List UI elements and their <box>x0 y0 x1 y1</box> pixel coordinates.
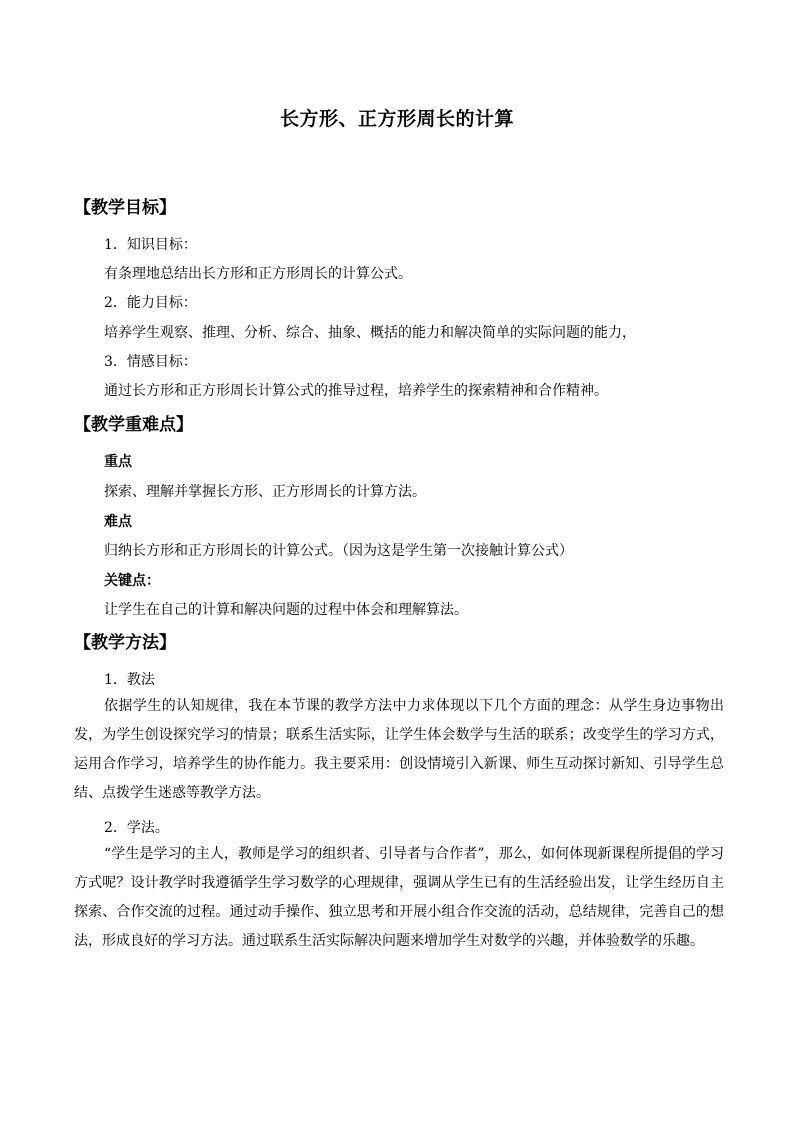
section-heading-teaching-goals: 【教学目标】 <box>74 198 176 218</box>
goal-label-emotion: 3．情感目标： <box>104 354 197 370</box>
goal-text-emotion: 通过长方形和正方形周长计算公式的推导过程，培养学生的探索精神和合作精神。 <box>104 383 608 399</box>
method-paragraph-teaching: 依据学生的认知规律，我在本节课的教学方法中力求体现以下几个方面的理念：从学生身边事物出发，为学生创设探究学习的情景；联系生活实际，让学生体会数学与生活的联系；改变学生的学习方式，运用合作学习，培养学生的协作能力。我主要采用：创设情境引入新课、师生互动探讨新知、引导学生总结、点拨学生迷惑等教学方法。 <box>74 698 724 801</box>
method-label-teaching: 1．教法 <box>104 672 155 688</box>
key-point-text: 探索、理解并掌握长方形、正方形周长的计算方法。 <box>104 484 426 500</box>
difficulty-text: 归纳长方形和正方形周长的计算公式。（因为这是学生第一次接触计算公式） <box>104 543 573 559</box>
method-label-learning: 2．学法。 <box>104 820 169 836</box>
key-point-label: 重点 <box>104 454 132 470</box>
goal-label-knowledge: 1．知识目标： <box>104 237 197 253</box>
section-heading-teaching-methods: 【教学方法】 <box>74 633 176 653</box>
document-title: 长方形、正方形周长的计算 <box>279 108 514 130</box>
difficulty-label: 难点 <box>104 514 132 530</box>
goal-text-knowledge: 有条理地总结出长方形和正方形周长的计算公式。 <box>104 266 412 282</box>
goal-label-ability: 2．能力目标： <box>104 295 197 311</box>
section-heading-key-difficulties: 【教学重难点】 <box>74 415 193 435</box>
critical-point-text: 让学生在自己的计算和解决问题的过程中体会和理解算法。 <box>104 602 468 618</box>
critical-point-label: 关键点： <box>104 573 160 589</box>
goal-text-ability: 培养学生观察、推理、分析、综合、抽象、概括的能力和解决简单的实际问题的能力， <box>104 325 636 341</box>
method-paragraph-learning: “学生是学习的主人，教师是学习的组织者、引导者与合作者”，那么，如何体现新课程所提倡的学习方式呢？设计教学时我遵循学生学习数学的心理规律，强调从学生已有的生活经验出发，让学生经历自主探索、合作交流的过程。通过动手操作、独立思考和开展小组合作交流的活动，总结规律，完善自己的想法，形成良好的学习方法。通过联系生活实际解决问题来增加学生对数学的兴趣，并体验数学的乐趣。 <box>74 846 724 949</box>
